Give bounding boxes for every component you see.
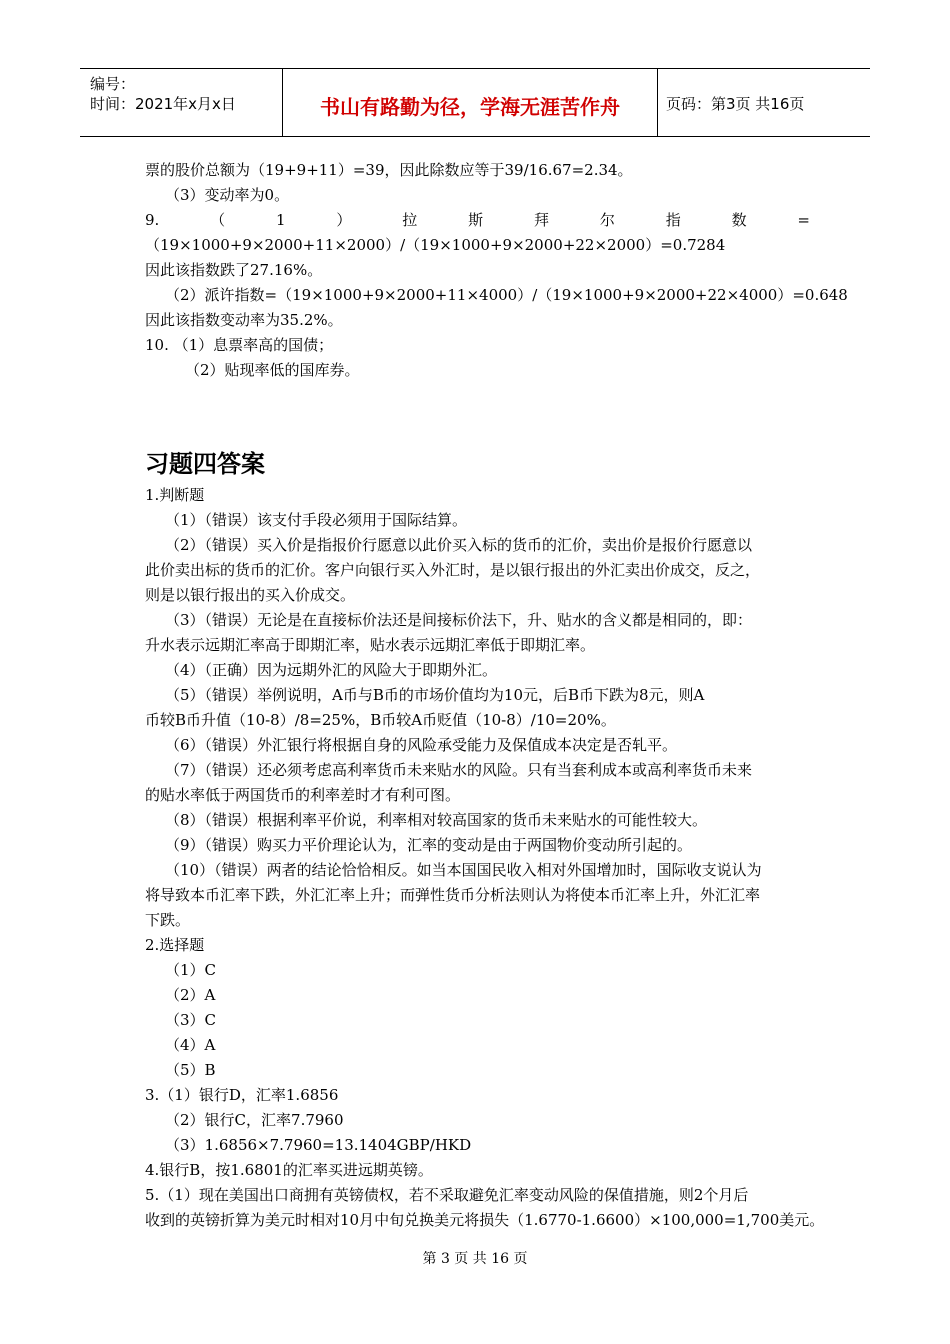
q9-token: 指 — [665, 211, 681, 229]
answer-line: 升水表示远期汇率高于即期汇率，贴水表示远期汇率低于即期汇率。 — [145, 636, 596, 654]
answer-line: （3）（错误）无论是在直接标价法还是间接标价法下，升、贴水的含义都是相同的，即： — [165, 611, 753, 629]
q9-token: ） — [336, 211, 352, 229]
answer-line: 将导致本币汇率下跌，外汇汇率上升；而弹性货币分析法则认为将使本币汇率上升，外汇汇率 — [145, 886, 761, 904]
header-motto: 书山有路勤为径，学海无涯苦作舟 — [320, 95, 620, 119]
answer-line: 则是以银行报出的买入价成交。 — [145, 586, 356, 604]
section-title: 习题四答案 — [145, 450, 265, 478]
date-label: 时间：2021年x月x日 — [90, 95, 236, 113]
q9-token: 尔 — [599, 211, 615, 229]
text-line: （2）贴现率低的国库券。 — [185, 361, 360, 379]
answer-line: （3）C — [165, 1011, 217, 1029]
answer-line: 4.银行B，按1.6801的汇率买进远期英镑。 — [145, 1161, 433, 1179]
answer-line: （5）B — [165, 1061, 216, 1079]
serial-label: 编号： — [90, 75, 136, 93]
page-footer: 第 3 页 共 16 页 — [422, 1251, 528, 1267]
text-line: （2）派许指数=（19×1000+9×2000+11×4000）/（19×1000+9×2000+22×4000）=0.648 — [165, 286, 848, 304]
q9-token: 斯 — [468, 211, 484, 229]
answer-line: 5.（1）现在美国出口商拥有英镑债权，若不采取避免汇率变动风险的保值措施，则2个月后 — [145, 1186, 749, 1204]
answer-line: （4）（正确）因为远期外汇的风险大于即期外汇。 — [165, 661, 498, 679]
page-header — [80, 68, 870, 137]
answer-line: （8）（错误）根据利率平价说，利率相对较高国家的货币未来贴水的可能性较大。 — [165, 811, 708, 829]
answer-line: 3.（1）银行D，汇率1.6856 — [145, 1086, 339, 1104]
q9-line — [145, 210, 810, 230]
answer-line: （4）A — [165, 1036, 216, 1054]
text-line: （3）变动率为0。 — [165, 186, 290, 204]
text-line: 10. （1）息票率高的国债； — [145, 336, 334, 354]
answer-line: （2）A — [165, 986, 216, 1004]
header-meta-cell — [80, 69, 283, 136]
header-motto-cell — [283, 69, 658, 136]
q9-token: 拜 — [533, 211, 549, 229]
answer-line: （9）（错误）购买力平价理论认为，汇率的变动是由于两国物价变动所引起的。 — [165, 836, 693, 854]
answer-line: （2）银行C，汇率7.7960 — [165, 1111, 344, 1129]
text-line: 因此该指数变动率为35.2%。 — [145, 311, 343, 329]
answer-line: （3）1.6856×7.7960=13.1404GBP/HKD — [165, 1136, 472, 1154]
answer-line: 2.选择题 — [145, 936, 205, 954]
q9-token: 拉 — [402, 211, 418, 229]
header-page-info: 页码：第3页 共16页 — [666, 95, 805, 113]
text-line: 因此该指数跌了27.16%。 — [145, 261, 323, 279]
answer-line: 的贴水率低于两国货币的利率差时才有利可图。 — [145, 786, 461, 804]
answer-line: 下跌。 — [145, 911, 191, 929]
q9-token: 9. — [145, 211, 160, 229]
q9-token: 数 — [731, 211, 747, 229]
q9-token: 1 — [276, 211, 286, 229]
answer-line: 收到的英镑折算为美元时相对10月中旬兑换美元将损失（1.6770-1.6600）×100,000=1,700美元。 — [145, 1211, 825, 1229]
text-line: 票的股价总额为（19+9+11）=39，因此除数应等于39/16.67=2.34。 — [145, 161, 633, 179]
answer-line: （7）（错误）还必须考虑高利率货币未来贴水的风险。只有当套利成本或高利率货币未来 — [165, 761, 753, 779]
answer-line: 此价卖出标的货币的汇价。客户向银行买入外汇时，是以银行报出的外汇卖出价成交，反之， — [145, 561, 761, 579]
text-line: （19×1000+9×2000+11×2000）/（19×1000+9×2000+22×2000）=0.7284 — [145, 236, 726, 254]
answer-line: （1）（错误）该支付手段必须用于国际结算。 — [165, 511, 468, 529]
answer-line: 1.判断题 — [145, 486, 205, 504]
header-page-cell — [658, 69, 870, 136]
answer-line: （2）（错误）买入价是指报价行愿意以此价买入标的货币的汇价，卖出价是报价行愿意以 — [165, 536, 753, 554]
answer-line: （10）（错误）两者的结论恰恰相反。如当本国国民收入相对外国增加时，国际收支说认为 — [165, 861, 762, 879]
answer-line: 币较B币升值（10-8）/8=25%，B币较A币贬值（10-8）/10=20%。 — [145, 711, 616, 729]
q9-token: = — [797, 211, 810, 229]
answer-line: （6）（错误）外汇银行将根据自身的风险承受能力及保值成本决定是否轧平。 — [165, 736, 678, 754]
answer-line: （1）C — [165, 961, 217, 979]
q9-token: （ — [210, 211, 226, 229]
answer-line: （5）（错误）举例说明，A币与B币的市场价值均为10元，后B币下跌为8元，则A — [165, 686, 705, 704]
